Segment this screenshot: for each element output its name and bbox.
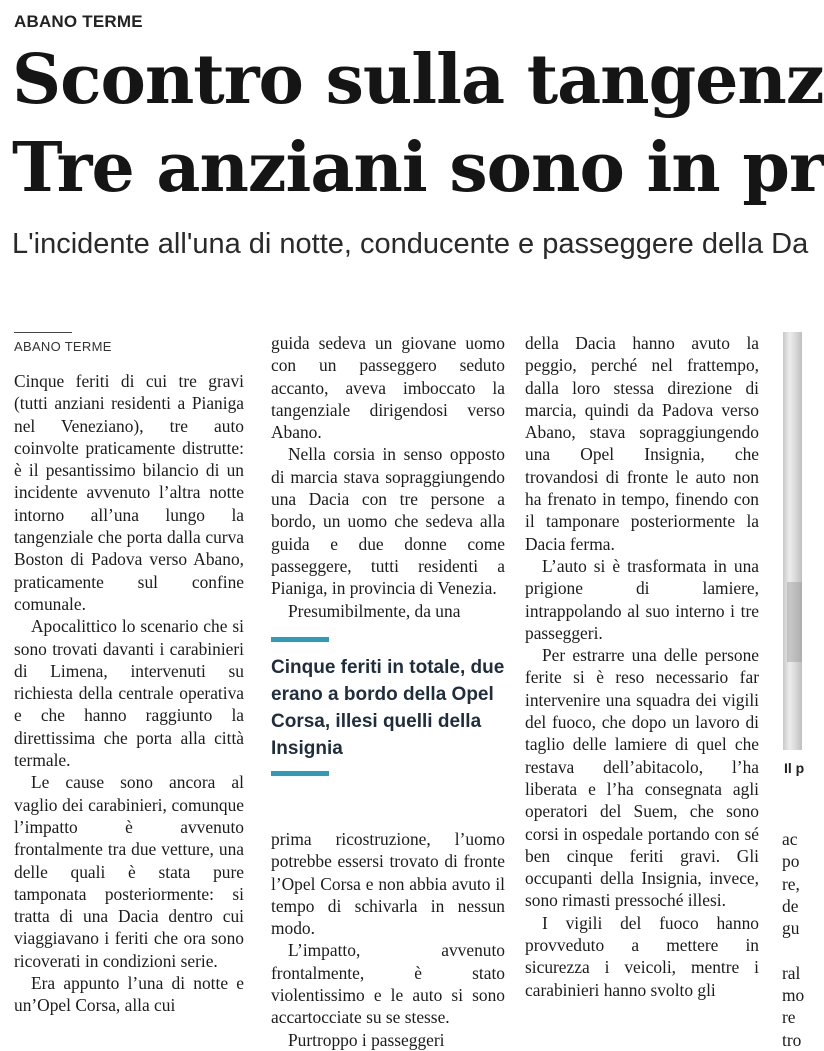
paragraph: guida sedeva un giovane uomo con un passeggero seduto accanto, aveva imboccato la tangenziale dirigendosi verso Abano. [271,333,505,443]
article-column-2-top [271,332,505,622]
line-fragment [782,939,822,961]
line-fragment: ral [782,962,801,983]
paragraph: Purtroppo i passeggeri [288,1029,445,1050]
paragraph: Era appunto l’una di notte e un’Opel Corsa, alla cui [14,973,244,1016]
line-fragment: re, [782,873,800,894]
paragraph: della Dacia hanno avuto la peggio, perché nel frattempo, dalla loro stessa direzione di marcia, quindi da Padova verso Abano, stava sopraggiungendo una Opel Insignia, che trovandosi di fronte le auto non ha frenato in tempo, finendo con il tamponare posteriormente la Dacia ferma. [525,333,759,554]
pullquote-top-bar [271,637,329,642]
headline-line-1: Scontro sulla tangenz [12,40,824,120]
pullquote: Cinque feriti in totale, due erano a bordo della Opel Corsa, illesi quelli della Insignia [271,657,505,759]
dateline-rule [14,332,72,333]
accident-photo [783,332,802,750]
line-fragment: de [782,895,799,916]
paragraph: Apocalittico lo scenario che si sono trovati davanti i carabinieri di Limena, intervenuti su richiesta della centrale operativa e che hanno raggiunto la direttissima che porta alla città termale. [14,616,244,771]
paragraph: L’auto si è trasformata in una prigione di lamiere, intrappolando al suo interno i tre passeggeri. [525,555,759,643]
article-column-3 [525,332,759,1001]
pullquote-bottom-bar [271,771,329,776]
paragraph: Nella corsia in senso opposto di marcia stava sopraggiungendo una Dacia con tre persone a bordo, un uomo che sedeva alla guida e due donne come passeggere, tutti residenti a Pianiga, in provincia di Venezia. [271,444,505,599]
line-fragment: ac [782,829,798,849]
paragraph: I vigili del fuoco hanno provveduto a mettere in sicurezza i veicoli, mentre i carabinieri hanno svolto gli [525,912,759,1000]
line-fragment: tro [782,1029,802,1050]
paragraph: L’impatto, avvenuto frontalmente, è stato violentissimo e le auto si sono accartocciate su se stesse. [271,940,505,1028]
section-kicker: ABANO TERME [14,12,143,31]
photo-caption: Il p [784,760,805,776]
line-fragment: re [782,1007,796,1028]
paragraph: Per estrarre una delle persone ferite si è reso necessario far intervenire una squadra dei vigili del fuoco, che dopo un lavoro di taglio delle lamiere di quel che restava dell’abitacolo, l’ha liberata e l’ha consegnata agli operatori del Suem, che sono corsi in ospedale portando con sé ben cinque feriti gravi. Gli occupanti della Insignia, invece, sono rimasti pressoché illesi. [525,645,759,911]
dateline: ABANO TERME [14,339,112,354]
line-fragment: mo [782,985,805,1006]
paragraph: Presumibilmente, da una [288,600,461,621]
article-column-1 [14,370,244,1017]
paragraph: Cinque feriti di cui tre gravi (tutti anziani residenti a Pianiga nel Veneziano), tre auto coinvolte praticamente distrutte: è il pesantissimo bilancio di un incidente avvenuto l’altra notte intorno all’una lungo la tangenziale che porta dalla curva Boston di Padova verso Abano, praticamente sul confine comunale. [14,371,244,614]
line-fragment: gu [782,918,800,939]
headline-line-2: Tre anziani sono in pr [12,128,824,208]
article-column-2-bottom [271,828,505,1051]
paragraph: prima ricostruzione, l’uomo potrebbe essersi trovato di fronte l’Opel Corsa e non abbia avuto il tempo di schivarla in nessun modo. [271,829,505,939]
paragraph: Le cause sono ancora al vaglio dei carabinieri, comunque l’impatto è avvenuto frontalmente tra due vetture, una delle quali è stata pure tamponata posteriormente: si tratta di una Dacia dentro cui viaggiavano i feriti che ora sono ricoverati in condizioni serie. [14,772,244,971]
line-fragment: po [782,851,800,872]
subheadline: L'incidente all'una di notte, conducente e passeggere della Da [12,228,809,260]
article-column-4-fragment [782,828,822,1051]
